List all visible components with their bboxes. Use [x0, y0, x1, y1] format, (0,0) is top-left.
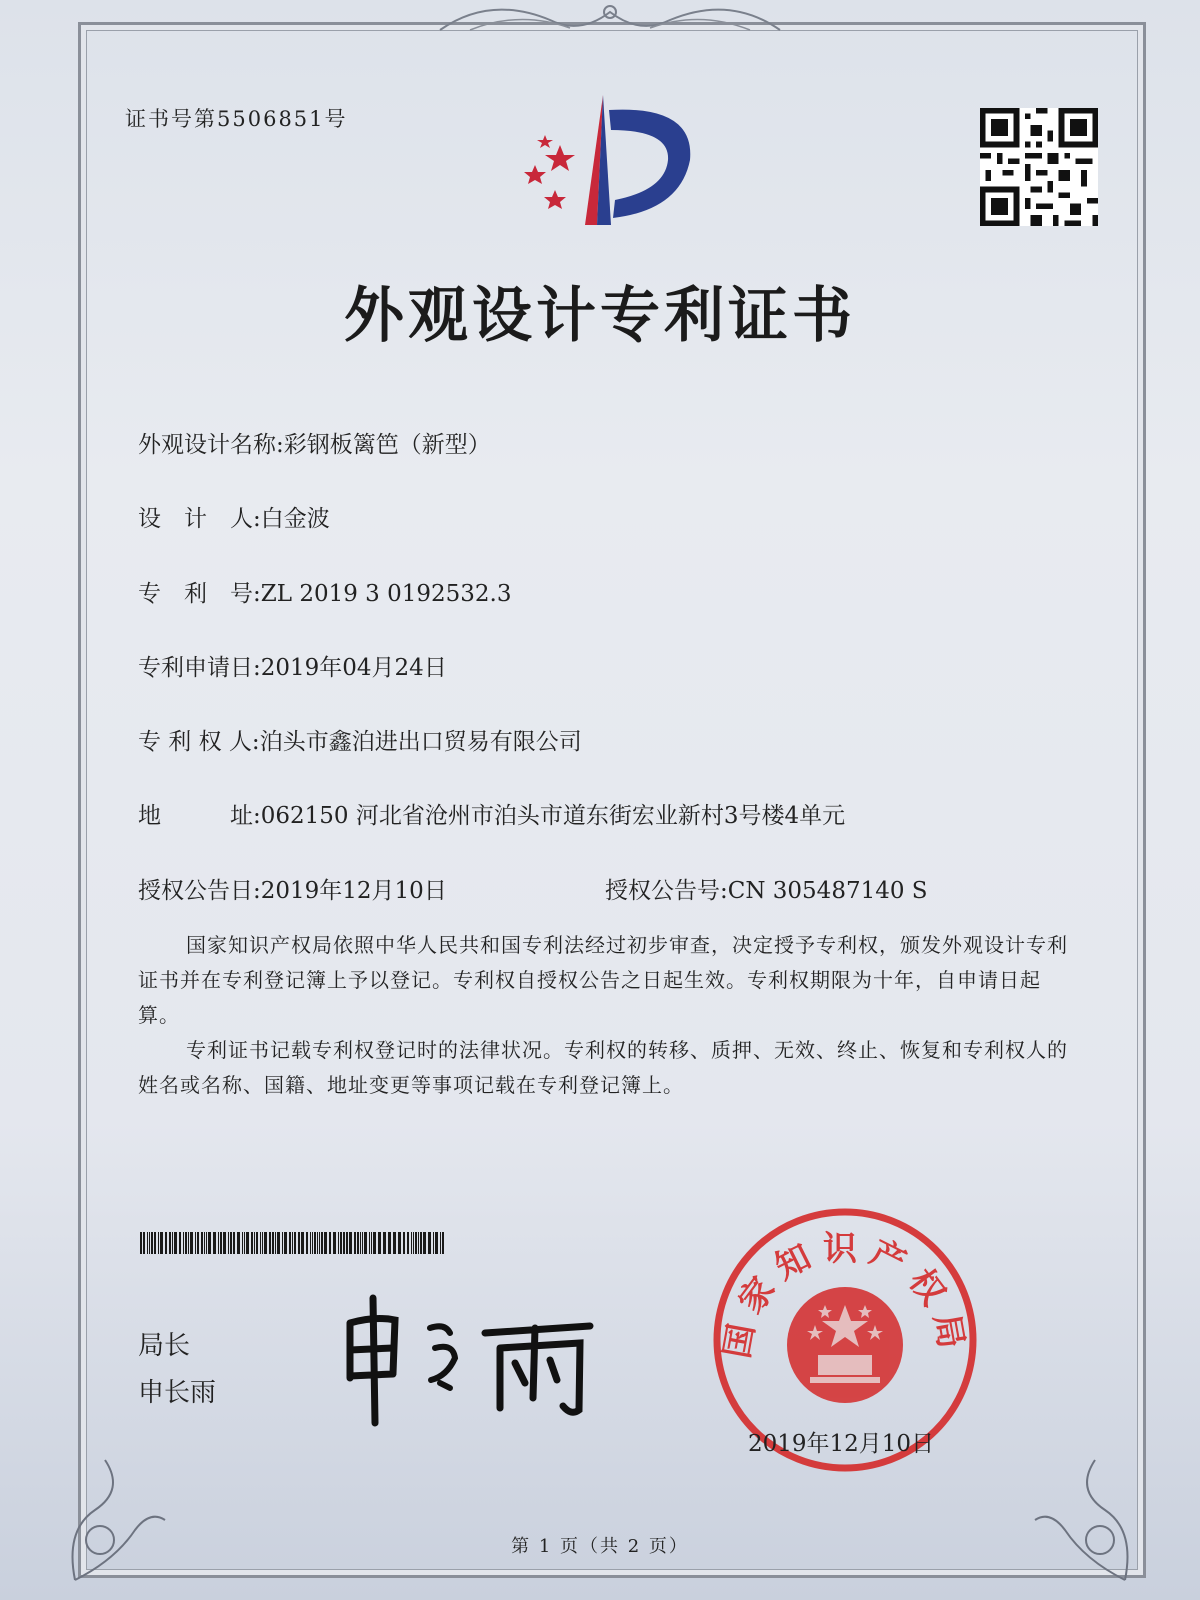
barcode-bar [201, 1232, 203, 1254]
barcode-bar [160, 1232, 163, 1254]
barcode-bar [204, 1232, 205, 1254]
cnipa-emblem-icon [505, 90, 705, 240]
certificate-number: 证书号第5506851号 [125, 107, 348, 131]
address-value: 062150 河北省沧州市泊头市道东街宏业新村3号楼4单元 [260, 803, 846, 829]
barcode-bar [289, 1232, 291, 1254]
barcode-bar [338, 1232, 339, 1254]
barcode-bar [292, 1232, 293, 1254]
barcode-bar [237, 1232, 240, 1254]
barcode-bar [346, 1232, 348, 1254]
patent-number-row [138, 575, 511, 608]
barcode-bar [333, 1232, 336, 1254]
application-date-row [138, 649, 447, 682]
barcode-bar [208, 1232, 211, 1254]
barcode-bar [228, 1232, 229, 1254]
barcode-bar [147, 1232, 148, 1254]
barcode-bar [403, 1232, 405, 1254]
barcode-bar [298, 1232, 300, 1254]
barcode-bar [174, 1232, 177, 1254]
barcode-bar [206, 1232, 207, 1254]
barcode-bar [256, 1232, 258, 1254]
qr-code-icon[interactable] [980, 108, 1098, 226]
barcode-bar [188, 1232, 189, 1254]
barcode-bar [242, 1232, 243, 1254]
grant-date-value: 2019年12月10日 [260, 878, 447, 904]
barcode-bar [420, 1232, 422, 1254]
barcode-bar [195, 1232, 196, 1254]
design-name-label: 外观设计名称: [138, 432, 284, 458]
barcode-bar [442, 1232, 444, 1254]
barcode-bar [165, 1232, 167, 1254]
barcode-bar [197, 1232, 199, 1254]
barcode-bar [371, 1232, 372, 1254]
designer-row [138, 500, 330, 533]
barcode-bar [373, 1232, 376, 1254]
paragraph-text: 国家知识产权局依照中华人民共和国专利法经过初步审查，决定授予专利权，颁发外观设计专利证书并在专利登记簿上予以登记。专利权自授权公告之日起生效。专利权期限为十年，自申请日起算。 [138, 933, 1068, 1027]
barcode-bar [440, 1232, 441, 1254]
barcode-bar [149, 1232, 150, 1254]
barcode-bar [185, 1232, 187, 1254]
barcode-bar [418, 1232, 419, 1254]
page-number: 第 1 页（共 2 页） [511, 1536, 689, 1557]
grant-date-label: 授权公告日: [138, 878, 261, 904]
barcode-bar [415, 1232, 417, 1254]
barcode-bar [223, 1232, 226, 1254]
barcode-bar [179, 1232, 181, 1254]
designer-label: 设 计 人: [138, 506, 261, 532]
designer-value: 白金波 [260, 506, 330, 532]
barcode-bar [190, 1232, 193, 1254]
certificate-title: 外观设计专利证书 [344, 281, 856, 351]
barcode-icon [140, 1232, 445, 1254]
barcode-bar [398, 1232, 401, 1254]
barcode-bar [423, 1232, 426, 1254]
barcode-bar [393, 1232, 396, 1254]
barcode-bar [383, 1232, 386, 1254]
address-row [138, 797, 845, 830]
barcode-bar [310, 1232, 311, 1254]
patent-number-label: 专 利 号: [138, 581, 261, 607]
barcode-bar [411, 1232, 412, 1254]
barcode-bar [244, 1232, 245, 1254]
barcode-bar [378, 1232, 381, 1254]
seal-text: 国家知识产权局 [717, 1229, 973, 1362]
barcode-bar [369, 1232, 370, 1254]
barcode-bar [407, 1232, 409, 1254]
barcode-bar [254, 1232, 255, 1254]
barcode-bar [433, 1232, 434, 1254]
barcode-bar [260, 1232, 261, 1254]
director-name: 申长雨 [138, 1378, 217, 1408]
grant-number-row [605, 872, 928, 905]
legal-paragraph-1 [138, 928, 1078, 1033]
grant-date-row [138, 872, 447, 905]
barcode-bar [282, 1232, 283, 1254]
barcode-bar [314, 1232, 316, 1254]
barcode-bar [277, 1232, 280, 1254]
director-title: 局长 [138, 1331, 191, 1361]
grant-number-label: 授权公告号: [605, 878, 728, 904]
design-name-row [138, 426, 491, 459]
barcode-bar [340, 1232, 342, 1254]
barcode-bar [251, 1232, 253, 1254]
barcode-bar [294, 1232, 296, 1254]
barcode-bar [319, 1232, 320, 1254]
barcode-bar [140, 1232, 142, 1254]
barcode-bar [388, 1232, 391, 1254]
barcode-bar [143, 1232, 145, 1254]
barcode-bar [172, 1232, 173, 1254]
barcode-bar [233, 1232, 235, 1254]
grant-number-value: CN 305487140 S [727, 878, 928, 904]
barcode-bar [321, 1232, 323, 1254]
legal-paragraph-2 [138, 1033, 1078, 1103]
barcode-bar [435, 1232, 438, 1254]
barcode-bar [343, 1232, 345, 1254]
patentee-value: 泊头市鑫泊进出口贸易有限公司 [259, 729, 582, 755]
barcode-bar [301, 1232, 304, 1254]
top-ornament-icon [430, 0, 790, 40]
seal-date: 2019年12月10日 [748, 1431, 935, 1457]
corner-ornament-icon [1025, 1440, 1145, 1590]
patent-number-value: ZL 2019 3 0192532.3 [260, 581, 512, 607]
design-name-value: 彩钢板篱笆（新型） [283, 432, 491, 458]
patentee-row [138, 723, 582, 756]
barcode-bar [264, 1232, 267, 1254]
barcode-bar [213, 1232, 216, 1254]
director-signature [335, 1288, 605, 1428]
barcode-bar [183, 1232, 184, 1254]
barcode-bar [360, 1232, 361, 1254]
barcode-bar [284, 1232, 287, 1254]
address-label: 地 址: [138, 803, 261, 829]
barcode-bar [413, 1232, 414, 1254]
barcode-bar [272, 1232, 274, 1254]
barcode-bar [269, 1232, 271, 1254]
barcode-bar [357, 1232, 359, 1254]
barcode-bar [312, 1232, 313, 1254]
barcode-bar [364, 1232, 367, 1254]
barcode-bar [354, 1232, 356, 1254]
barcode-bar [428, 1232, 431, 1254]
patentee-label: 专 利 权 人: [138, 729, 260, 755]
barcode-bar [158, 1232, 159, 1254]
barcode-bar [218, 1232, 219, 1254]
barcode-bar [317, 1232, 318, 1254]
barcode-bar [329, 1232, 331, 1254]
barcode-bar [154, 1232, 156, 1254]
barcode-bar [349, 1232, 352, 1254]
barcode-bar [246, 1232, 249, 1254]
barcode-bar [169, 1232, 171, 1254]
corner-ornament-icon [55, 1440, 175, 1590]
barcode-bar [324, 1232, 327, 1254]
barcode-bar [362, 1232, 363, 1254]
application-date-label: 专利申请日: [138, 655, 261, 681]
barcode-bar [151, 1232, 153, 1254]
barcode-bar [275, 1232, 276, 1254]
paragraph-text: 专利证书记载专利权登记时的法律状况。专利权的转移、质押、无效、终止、恢复和专利权人的姓名或名称、国籍、地址变更等事项记载在专利登记簿上。 [138, 1038, 1068, 1097]
barcode-bar [262, 1232, 263, 1254]
barcode-bar [230, 1232, 232, 1254]
barcode-bar [220, 1232, 222, 1254]
barcode-bar [306, 1232, 308, 1254]
application-date-value: 2019年04月24日 [260, 655, 447, 681]
